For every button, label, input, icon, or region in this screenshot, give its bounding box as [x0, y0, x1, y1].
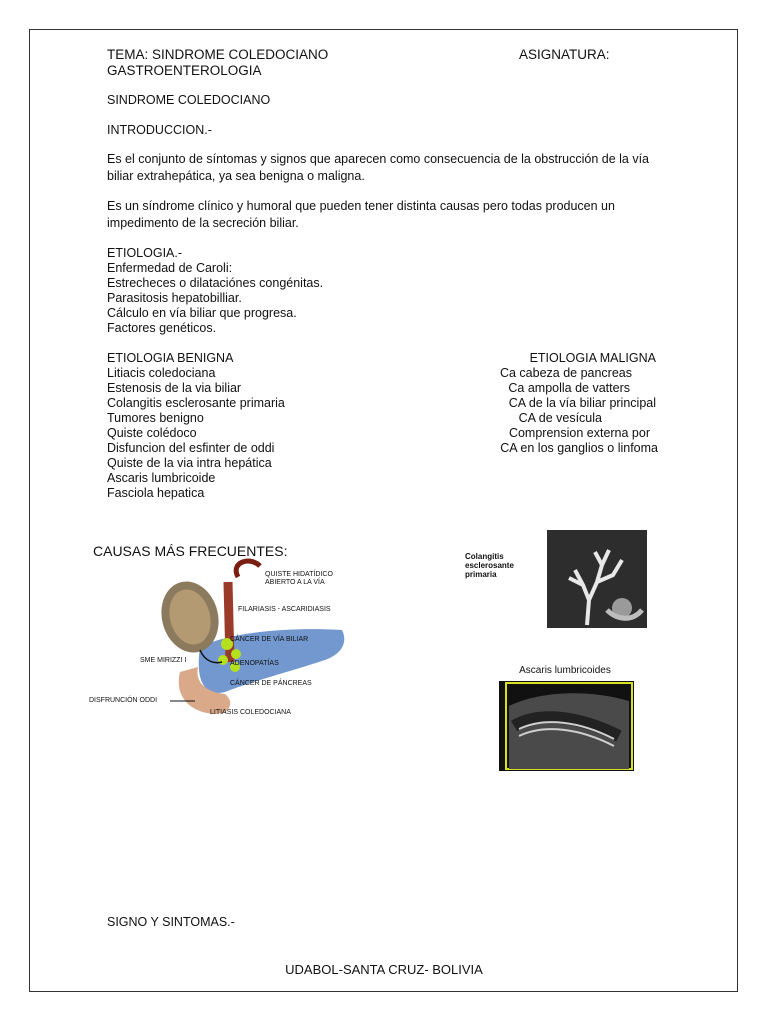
benigna-heading: ETIOLOGIA BENIGNA — [107, 351, 234, 365]
list-item: Cálculo en vía biliar que progresa. — [107, 306, 297, 320]
list-item: Ascaris lumbricoide — [107, 471, 216, 485]
label-cancer-pancreas: CÁNCER DE PÁNCREAS — [230, 680, 312, 687]
list-item: Fasciola hepatica — [107, 486, 205, 500]
list-item: Quiste de la via intra hepática — [107, 456, 272, 470]
label-cancer-via: CÁNCER DE VÍA BILIAR — [230, 636, 309, 643]
intro-paragraph-2: Es un síndrome clínico y humoral que pueden tener distinta causas pero todas producen un impedimento de la secreción biliar. — [107, 199, 615, 230]
label-quiste: QUISTE HIDATÍDICO — [265, 571, 333, 578]
document-title: SINDROME COLEDOCIANO — [107, 93, 271, 107]
ascaris-figure — [455, 655, 675, 777]
label-adenopatias: ADENOPATÍAS — [230, 660, 279, 667]
label-oddi: DISFRUNCIÓN ODDI — [89, 697, 158, 704]
list-item: Comprension externa por — [508, 426, 650, 440]
list-item: Parasitosis hepatobilliar. — [107, 291, 242, 305]
cholangiogram-image — [547, 530, 647, 628]
biliary-anatomy-illustration — [80, 532, 380, 737]
label-litiasis: LITIASIS COLEDOCIANA — [210, 709, 291, 716]
label-mirizzi: SME MIRIZZI I — [140, 657, 187, 664]
tema-heading: TEMA: SINDROME COLEDOCIANO — [107, 47, 329, 62]
benigna-section — [107, 351, 285, 501]
list-item: Tumores benigno — [107, 411, 204, 425]
maligna-heading: ETIOLOGIA MALIGNA — [529, 351, 656, 365]
list-item: Litiacis coledociana — [107, 366, 216, 380]
list-item: Factores genéticos. — [107, 321, 217, 335]
colangitis-caption: Colangitis esclerosante primaria — [465, 552, 514, 579]
intro-paragraph-1: Es el conjunto de síntomas y signos que aparecen como consecuencia de la obstrucción de la vía biliar extrahepática, ya sea benigna o maligna. — [107, 152, 649, 183]
signos-heading: SIGNO Y SINTOMAS.- — [107, 915, 235, 929]
list-item: Estenosis de la via biliar — [107, 381, 242, 395]
label-filariasis: FILARIASIS - ASCARIDIASIS — [238, 606, 331, 613]
causas-figure-title: CAUSAS MÁS FRECUENTES: — [93, 543, 288, 559]
list-item: CA de la vía biliar principal — [508, 396, 656, 410]
list-item: Ca ampolla de vatters — [508, 381, 630, 395]
label-quiste-2: ABIERTO A LA VÍA — [265, 579, 325, 586]
ultrasound-image — [499, 681, 634, 771]
list-item: CA de vesícula — [518, 411, 602, 425]
intro-heading: INTRODUCCION.- — [107, 123, 212, 137]
ascaris-caption: Ascaris lumbricoides — [519, 665, 611, 676]
list-item: Disfuncion del esfinter de oddi — [107, 441, 275, 455]
list-item: Enfermedad de Caroli: — [107, 261, 233, 275]
asignatura-label: ASIGNATURA: — [519, 47, 610, 62]
maligna-section — [500, 351, 658, 456]
etiologia-section — [107, 246, 323, 336]
causas-figure — [80, 532, 380, 737]
colangitis-figure — [455, 522, 667, 632]
page-footer: UDABOL-SANTA CRUZ- BOLIVIA — [285, 962, 483, 977]
asignatura-value: GASTROENTEROLOGIA — [107, 63, 262, 78]
etiologia-heading: ETIOLOGIA.- — [107, 246, 183, 260]
list-item: Quiste colédoco — [107, 426, 197, 440]
list-item: Ca cabeza de pancreas — [499, 366, 632, 380]
list-item: CA en los ganglios o linfoma — [500, 441, 658, 455]
list-item: Estrecheces o dilataciónes congénitas. — [107, 276, 324, 290]
list-item: Colangitis esclerosante primaria — [107, 396, 285, 410]
